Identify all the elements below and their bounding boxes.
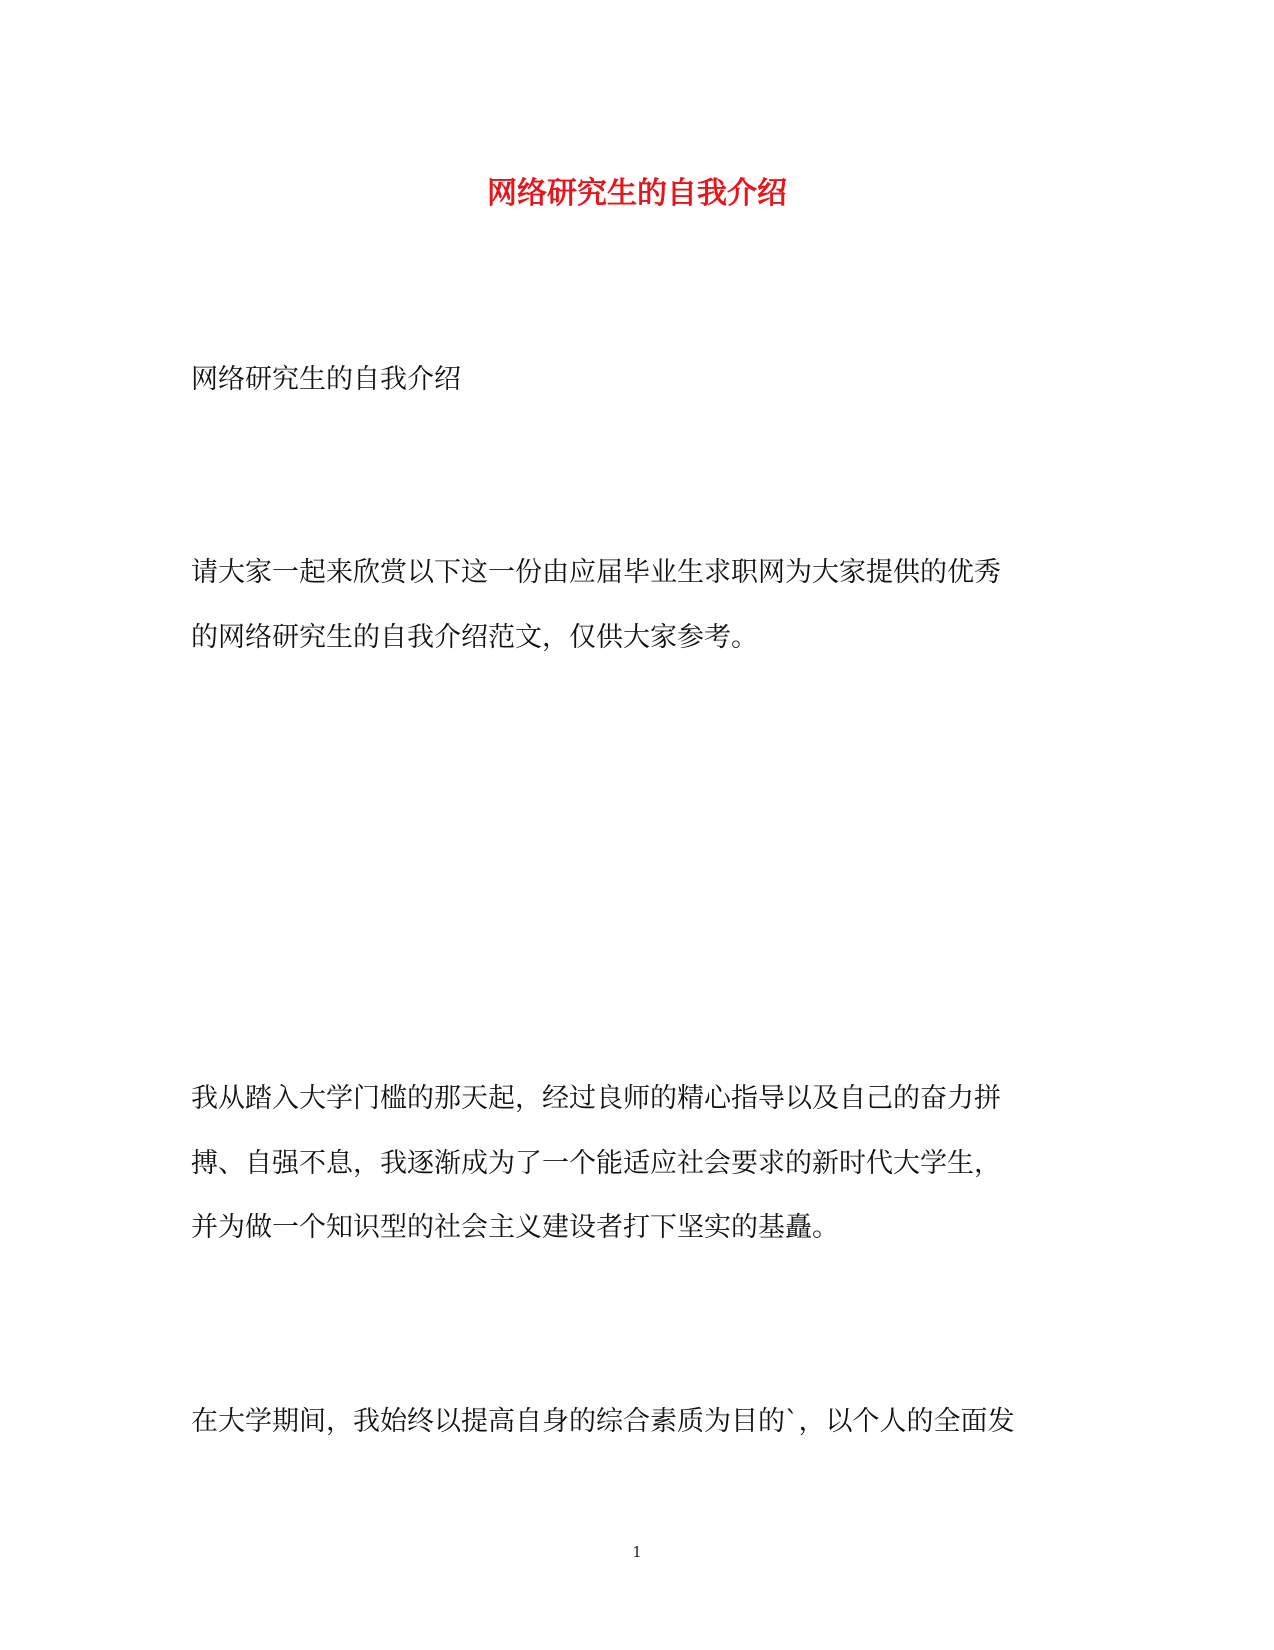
document-title: 网络研究生的自我介绍 xyxy=(487,176,787,211)
paragraph-line: 我从踏入大学门槛的那天起，经过良师的精心指导以及自己的奋力拼 xyxy=(191,1083,1001,1114)
document-subtitle: 网络研究生的自我介绍 xyxy=(191,364,461,395)
paragraph-line: 的网络研究生的自我介绍范文，仅供大家参考。 xyxy=(191,622,758,653)
paragraph-line: 并为做一个知识型的社会主义建设者打下坚实的基矗。 xyxy=(191,1212,839,1243)
paragraph-line: 搏、自强不息，我逐渐成为了一个能适应社会要求的新时代大学生， xyxy=(191,1148,1001,1179)
paragraph-line: 在大学期间，我始终以提高自身的综合素质为目的`，以个人的全面发 xyxy=(191,1406,1015,1437)
paragraph-line: 请大家一起来欣赏以下这一份由应届毕业生求职网为大家提供的优秀 xyxy=(191,557,1001,588)
page-number: 1 xyxy=(632,1543,642,1561)
